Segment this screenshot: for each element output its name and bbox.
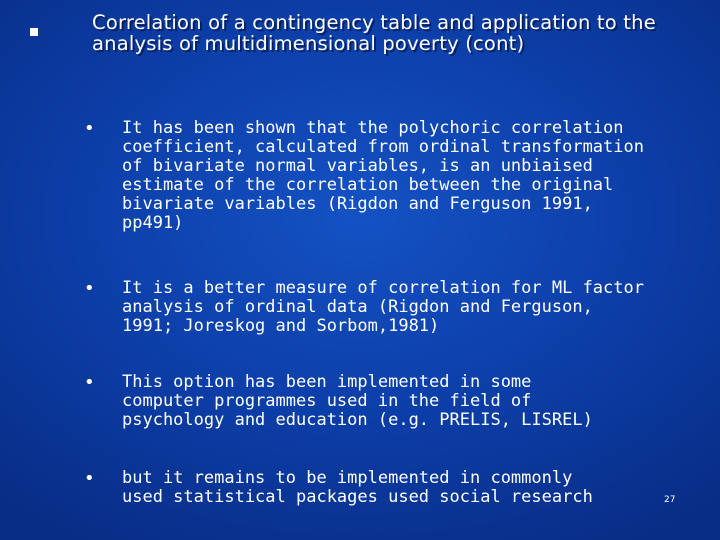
bullet-text: It is a better measure of correlation for ML factor analysis of ordinal data (Rigdon and Ferguson, 1991; Joreskog and Sorbom,1981): [122, 278, 644, 336]
bullet-dot-icon: •: [84, 118, 95, 139]
page-number: 27: [664, 495, 676, 505]
bullet-text: It has been shown that the polychoric correlation coefficient, calculated from ordinal transformation of bivariate normal variables, is an unbiaised estimate of the correlation between the original bivariate variables (Rigdon and Ferguson 1991, pp491): [122, 118, 644, 233]
title-square-bullet-icon: [30, 28, 38, 36]
bullet-text: but it remains to be implemented in commonly used statistical packages used social research: [122, 468, 593, 507]
slide-title: Correlation of a contingency table and application to the analysis of multidimensional poverty (cont): [92, 11, 656, 55]
bullet-dot-icon: •: [84, 372, 95, 393]
bullet-dot-icon: •: [84, 468, 95, 489]
bullet-text: This option has been implemented in some computer programmes used in the field of psychology and education (e.g. PRELIS, LISREL): [122, 372, 593, 430]
bullet-dot-icon: •: [84, 278, 95, 299]
